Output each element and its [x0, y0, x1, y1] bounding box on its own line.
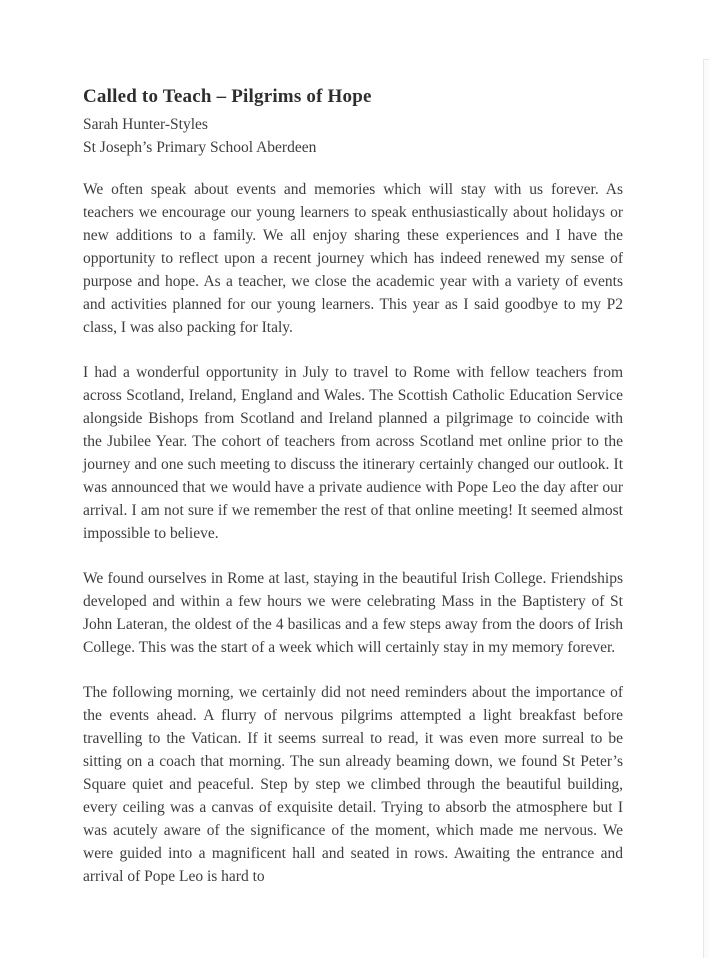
document-body: [83, 178, 623, 888]
document-title: Called to Teach – Pilgrims of Hope: [83, 86, 372, 107]
paragraph: We found ourselves in Rome at last, staying in the beautiful Irish College. Friendships developed and within a few hours we were celebrating Mass in the Baptistery of St John Lateran, the oldest of the 4 basilicas and a few steps away from the doors of Irish College. This was the start of a week which will certainly stay in my memory forever.: [83, 570, 623, 656]
paragraph: The following morning, we certainly did not need reminders about the importance of the events ahead. A flurry of nervous pilgrims attempted a light breakfast before travelling to the Vatican. If it seems surreal to read, it was even more surreal to be sitting on a coach that morning. The sun already beaming down, we found St Peter’s Square quiet and peaceful. Step by step we climbed through the beautiful building, every ceiling was a canvas of exquisite detail. Trying to absorb the atmosphere but I was acutely aware of the significance of the moment, which made me nervous. We were guided into a magnificent hall and seated in rows. Awaiting the entrance and arrival of Pope Leo is hard to: [83, 684, 623, 885]
document-content: [83, 84, 623, 888]
school-name: St Joseph’s Primary School Aberdeen: [83, 139, 317, 156]
page-edge: [703, 59, 709, 958]
author-name: Sarah Hunter-Styles: [83, 116, 208, 133]
paragraph: We often speak about events and memories which will stay with us forever. As teachers we encourage our young learners to speak enthusiastically about holidays or new additions to a family. We all enjoy sharing these experiences and I have the opportunity to reflect upon a recent journey which has indeed renewed my sense of purpose and hope. As a teacher, we close the academic year with a variety of events and activities planned for our young learners. This year as I said goodbye to my P2 class, I was also packing for Italy.: [83, 181, 623, 336]
paragraph: I had a wonderful opportunity in July to travel to Rome with fellow teachers from across Scotland, Ireland, England and Wales. The Scottish Catholic Education Service alongside Bishops from Scotland and Ireland planned a pilgrimage to coincide with the Jubilee Year. The cohort of teachers from across Scotland met online prior to the journey and one such meeting to discuss the itinerary certainly changed our outlook. It was announced that we would have a private audience with Pope Leo the day after our arrival. I am not sure if we remember the rest of that online meeting! It seemed almost impossible to believe.: [83, 364, 623, 542]
